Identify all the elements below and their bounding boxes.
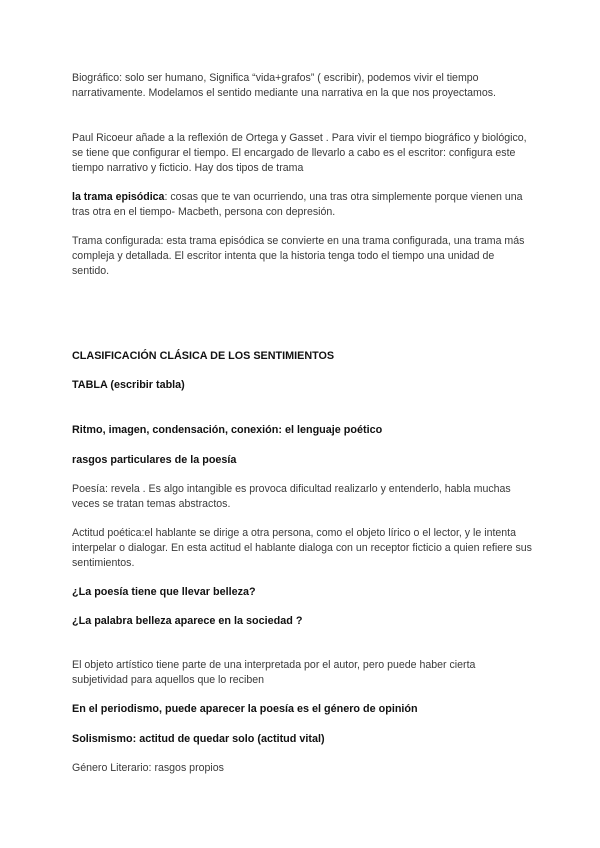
paragraph-objeto-artistico: El objeto artístico tiene parte de una interpretada por el autor, pero puede haber cierta subjetividad para aquellos que lo reciben — [72, 659, 476, 686]
paragraph-biografico: Biográfico: solo ser humano, Significa “vida+grafos” ( escribir), podemos vivir el tiempo narrativamente. Modelamos el sentido mediante una narrativa en la que nos proyectamos. — [72, 72, 496, 99]
paragraph-trama-episodica — [72, 190, 532, 220]
question-belleza: ¿La poesía tiene que llevar belleza? — [72, 586, 256, 598]
paragraph-trama-configurada: Trama configurada: esta trama episódica se convierte en una trama configurada, una trama más compleja y detallada. El escritor intenta que la historia tenga todo el tiempo una unidad de sentido. — [72, 235, 525, 277]
paragraph-actitud-poetica: Actitud poética:el hablante se dirige a otra persona, como el objeto lírico o el lector, y le intenta interpelar o dialogar. En esta actitud el hablante dialoga con un receptor ficticio a quien refiere sus sentimientos. — [72, 527, 532, 569]
definition-trama-episodica: : cosas que te van ocurriendo, una tras otra simplemente porque vienen una tras otra en el tiempo- Macbeth, persona con depresión. — [72, 191, 523, 218]
question-palabra-belleza: ¿La palabra belleza aparece en la sociedad ? — [72, 615, 303, 627]
paragraph-genero-literario: Género Literario: rasgos propios — [72, 762, 224, 774]
heading-solismismo: Solismismo: actitud de quedar solo (actitud vital) — [72, 733, 325, 745]
paragraph-ricoeur: Paul Ricoeur añade a la reflexión de Ortega y Gasset . Para vivir el tiempo biográfico y biológico, se tiene que configurar el tiempo. El encargado de llevarlo a cabo es el escritor: configura este tiempo narrativo y ficticio. Hay dos tipos de trama — [72, 132, 527, 174]
paragraph-poesia: Poesía: revela . Es algo intangible es provoca dificultad realizarlo y entenderlo, habla muchas veces se tratan temas abstractos. — [72, 483, 511, 510]
heading-lenguaje-poetico: Ritmo, imagen, condensación, conexión: el lenguaje poético — [72, 424, 383, 436]
term-trama-episodica: la trama episódica — [72, 191, 165, 203]
heading-periodismo: En el periodismo, puede aparecer la poesía es el género de opinión — [72, 703, 418, 715]
heading-rasgos-poesia: rasgos particulares de la poesía — [72, 454, 237, 466]
heading-tabla: TABLA (escribir tabla) — [72, 379, 185, 391]
heading-clasificacion: CLASIFICACIÓN CLÁSICA DE LOS SENTIMIENTOS — [72, 350, 335, 362]
